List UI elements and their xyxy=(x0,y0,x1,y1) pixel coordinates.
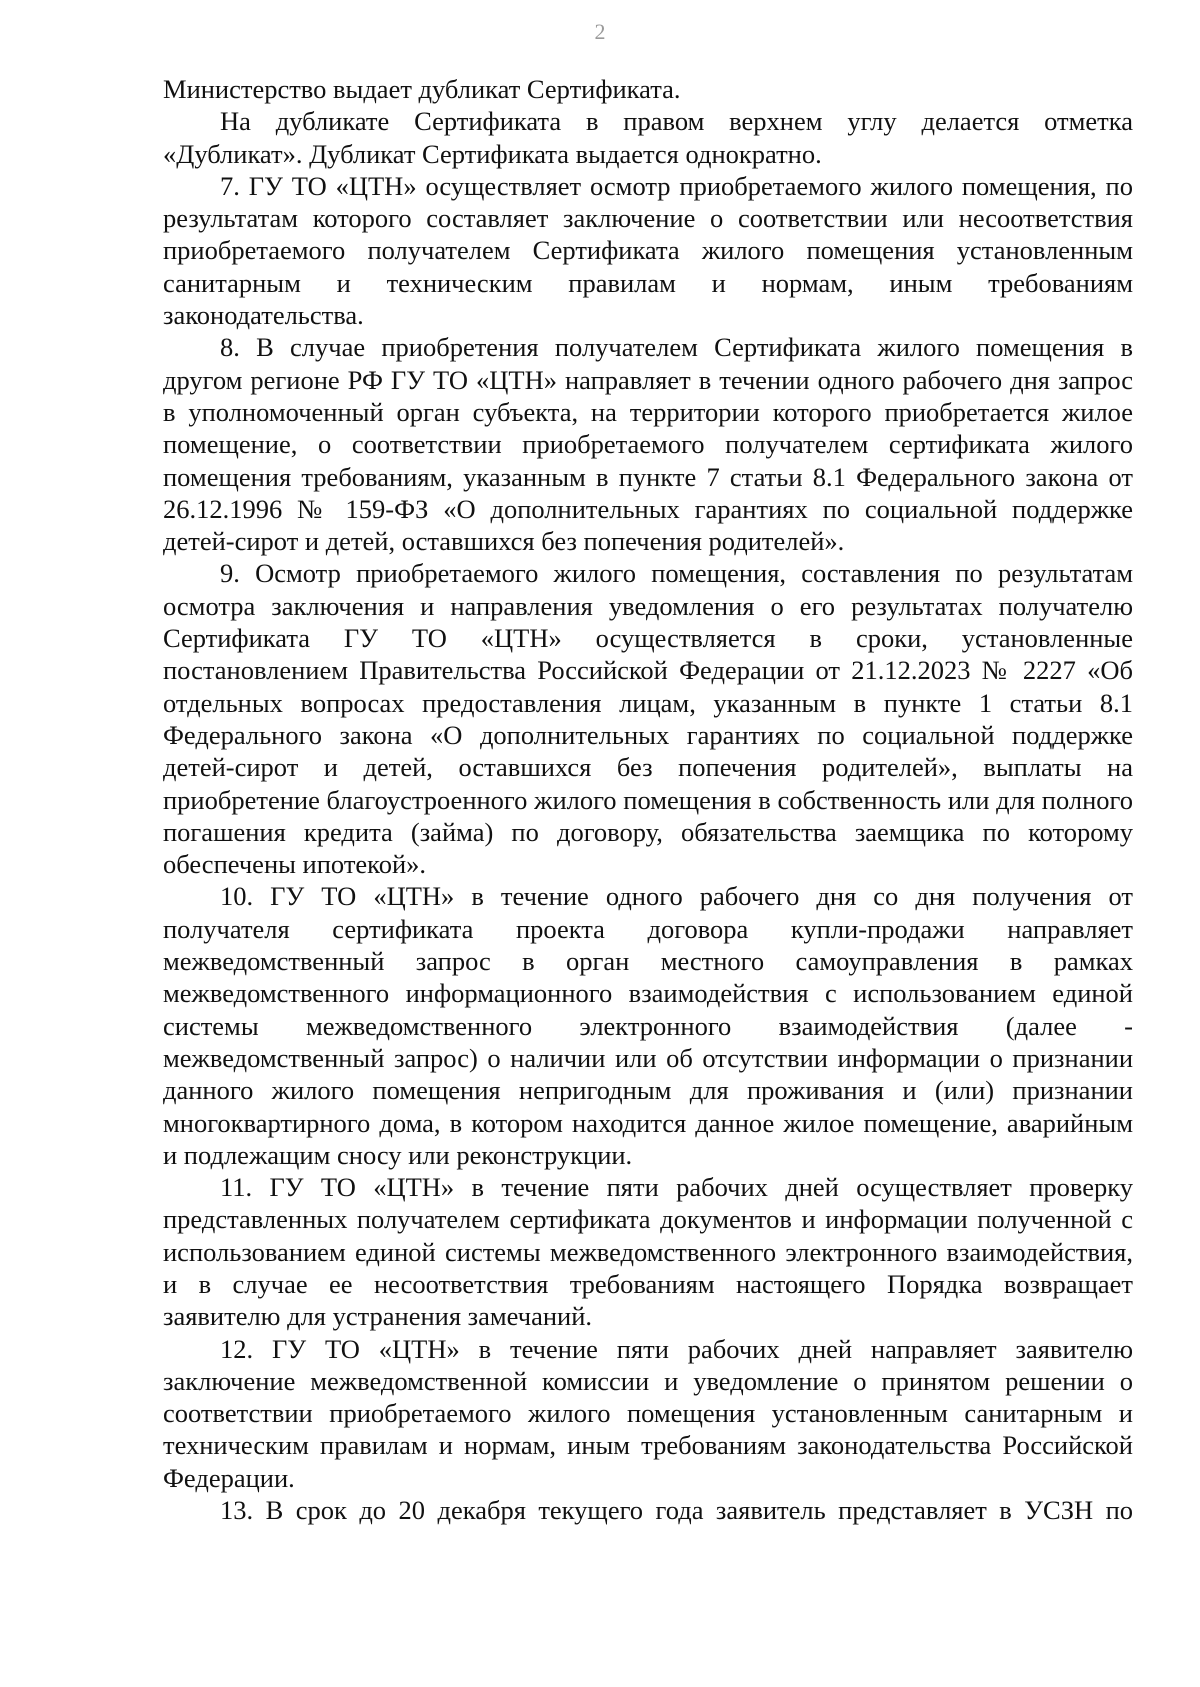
document-body xyxy=(163,73,1133,1526)
paragraph-item-10: 10. ГУ ТО «ЦТН» в течение одного рабочего дня со дня получения от получателя сертификата проекта договора купли-продажи направляет межведомственный запрос в орган местного самоуправления в рамках межведомственного информационного взаимодействия с использованием единой системы межведомственного электронного взаимодействия (далее - межведомственный запрос) о наличии или об отсутствии информации о признании данного жилого помещения непригодным для проживания и (или) признании многоквартирного дома, в котором находится данное жилое помещение, аварийным и подлежащим сносу или реконструкции. xyxy=(163,881,1133,1170)
paragraph-item-7: 7. ГУ ТО «ЦТН» осуществляет осмотр приобретаемого жилого помещения, по результатам которого составляет заключение о соответствии или несоответствия приобретаемого получателем Сертификата жилого помещения установленным санитарным и техническим правилам и нормам, иным требованиям законодательства. xyxy=(163,170,1133,331)
paragraph-continuation: Министерство выдает дубликат Сертификата. xyxy=(163,74,681,104)
paragraph-item-11: 11. ГУ ТО «ЦТН» в течение пяти рабочих дней осуществляет проверку представленных получателем сертификата документов и информации полученной с использованием единой системы межведомственного электронного взаимодействия, и в случае ее несоответствия требованиям настоящего Порядка возвращает заявителю для устранения замечаний. xyxy=(163,1172,1133,1332)
paragraph-item-12: 12. ГУ ТО «ЦТН» в течение пяти рабочих дней направляет заявителю заключение межведомственной комиссии и уведомление о принятом решении о соответствии приобретаемого жилого помещения установленным санитарным и техническим правилам и нормам, иным требованиям законодательства Российской Федерации. xyxy=(163,1333,1133,1493)
paragraph-item-13: 13. В срок до 20 декабря текущего года заявитель представляет в УСЗН по xyxy=(220,1495,1133,1526)
page-number: 2 xyxy=(594,19,606,44)
paragraph-item-8: 8. В случае приобретения получателем Сертификата жилого помещения в другом регионе РФ ГУ ТО «ЦТН» направляет в течении одного рабочего дня запрос в уполномоченный орган субъекта, на территории которого приобретается жилое помещение, о соответствии приобретаемого получателем сертификата жилого помещения требованиям, указанным в пункте 7 статьи 8.1 Федерального закона от 26.12.1996 № 159-ФЗ «О дополнительных гарантиях по социальной поддержке детей-сирот и детей, оставшихся без попечения родителей». xyxy=(163,332,1133,557)
paragraph-item-9: 9. Осмотр приобретаемого жилого помещения, составления по результатам осмотра заключения и направления уведомления о его результатах получателю Сертификата ГУ ТО «ЦТН» осуществляется в сроки, установленные постановлением Правительства Российской Федерации от 21.12.2023 № 2227 «Об отдельных вопросах предоставления лицам, указанным в пункте 1 статьи 8.1 Федерального закона «О дополнительных гарантиях по социальной поддержке детей-сирот и детей, оставшихся без попечения родителей», выплаты на приобретение благоустроенного жилого помещения в собственность или для полного погашения кредита (займа) по договору, обязательства заемщика по которому обеспечены ипотекой». xyxy=(163,558,1133,880)
paragraph-duplicate-mark: На дубликате Сертификата в правом верхнем углу делается отметка «Дубликат». Дубликат Сертификата выдается однократно. xyxy=(163,106,1133,169)
